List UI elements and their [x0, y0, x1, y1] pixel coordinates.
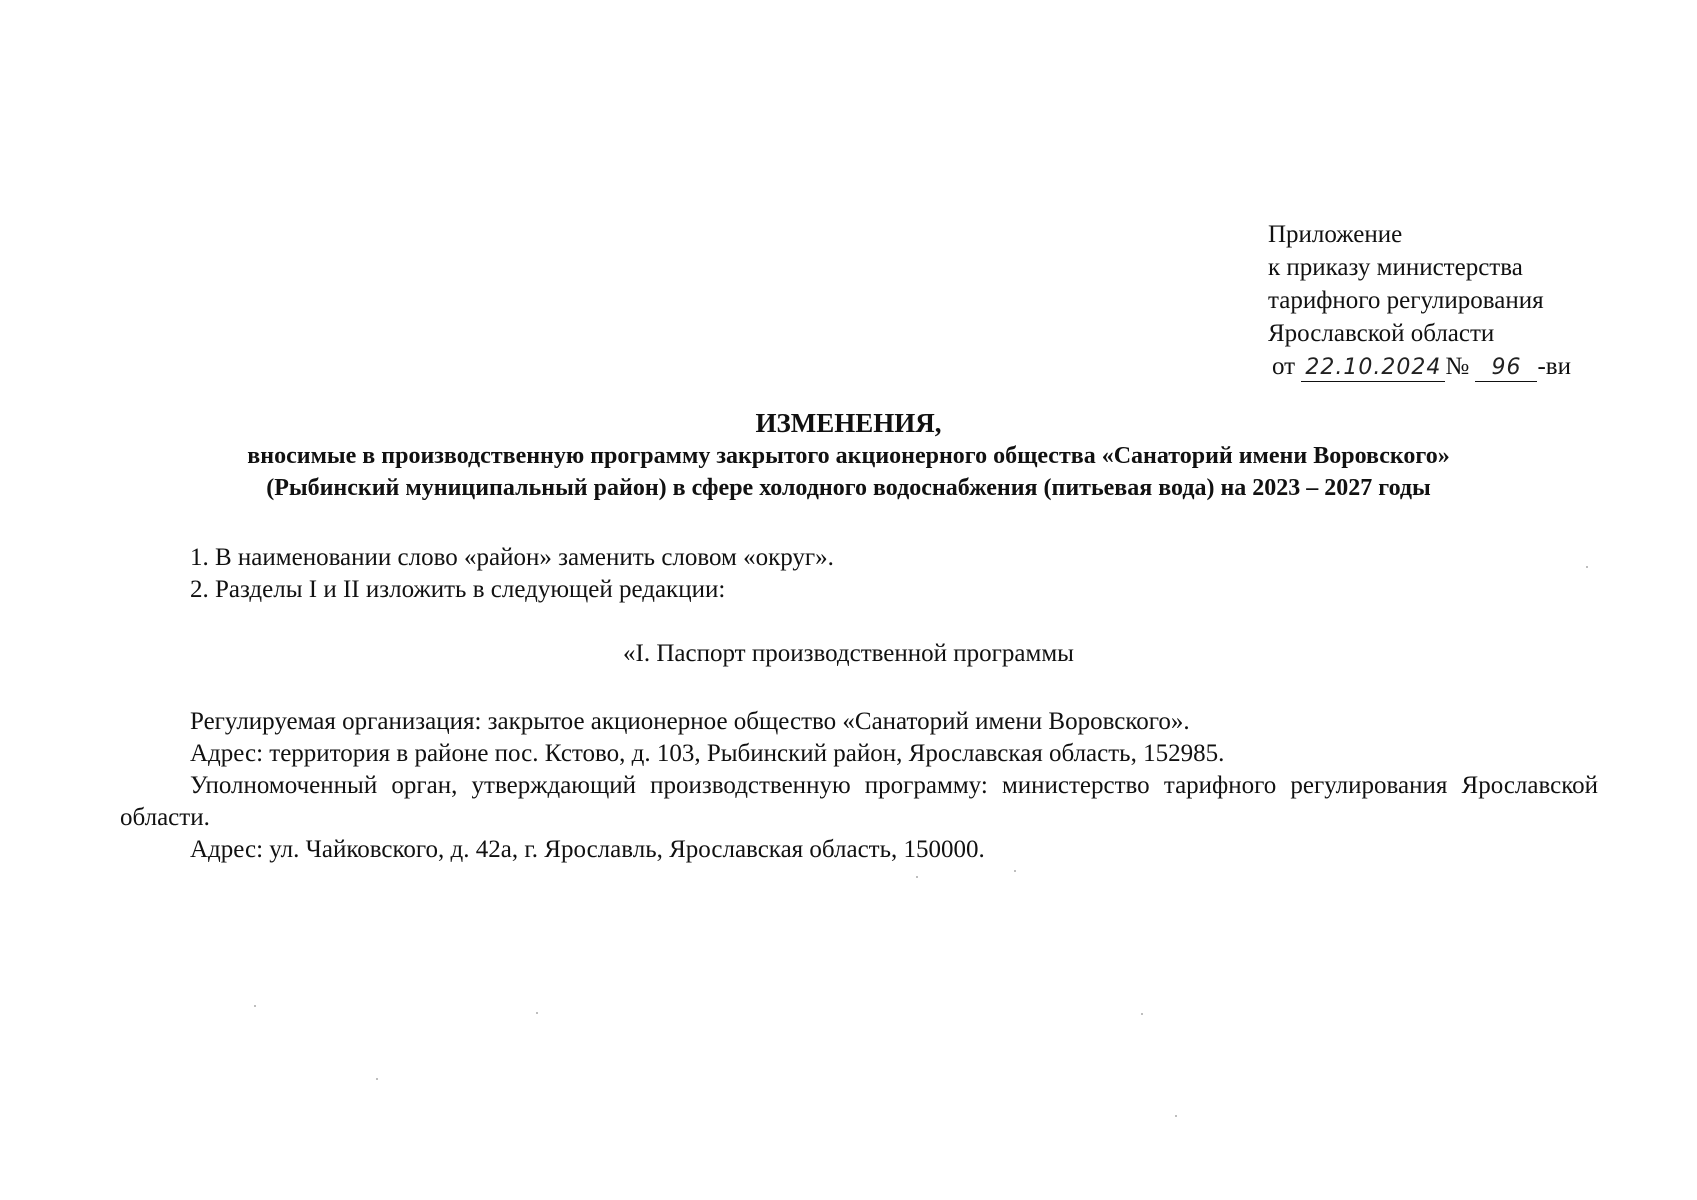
amendment-item: 1. В наименовании слово «район» заменить словом «округ». — [190, 544, 834, 571]
passport-line: Регулируемая организация: закрытое акционерное общество «Санаторий имени Воровского». — [190, 708, 1190, 735]
appendix-line: Ярославской области — [1268, 320, 1495, 347]
passport-block — [120, 706, 1598, 866]
appendix-header — [1268, 218, 1571, 383]
section-heading: «I. Паспорт производственной программы — [623, 640, 1074, 667]
amendment-item: 2. Разделы I и II изложить в следующей редакции: — [190, 576, 726, 603]
amendment-items — [120, 542, 1598, 606]
document-title — [0, 406, 1697, 504]
number-sign: № — [1445, 353, 1470, 380]
order-date-handwritten: 22.10.2024 — [1301, 355, 1445, 382]
passport-line: Адрес: территория в районе пос. Кстово, д. 103, Рыбинский район, Ярославская область, 152985. — [190, 740, 1225, 767]
order-prefix: от — [1272, 353, 1296, 380]
passport-line: Уполномоченный орган, утверждающий производственную программу: министерство тарифного регулирования Ярославской области. — [120, 772, 1598, 831]
order-reference — [1268, 350, 1571, 383]
passport-line: Адрес: ул. Чайковского, д. 42а, г. Ярославль, Ярославская область, 150000. — [190, 836, 985, 863]
title-main: ИЗМЕНЕНИЯ, — [755, 408, 942, 438]
order-suffix: -ви — [1537, 353, 1571, 380]
title-line: вносимые в производственную программу закрытого акционерного общества «Санаторий имени Воровского» — [247, 443, 1450, 469]
title-line: (Рыбинский муниципальный район) в сфере холодного водоснабжения (питьевая вода) на 2023 – 2027 годы — [266, 475, 1431, 501]
appendix-line: тарифного регулирования — [1268, 287, 1544, 314]
order-number-handwritten: 96 — [1475, 355, 1537, 382]
appendix-line: Приложение — [1268, 221, 1403, 248]
appendix-line: к приказу министерства — [1268, 254, 1523, 281]
